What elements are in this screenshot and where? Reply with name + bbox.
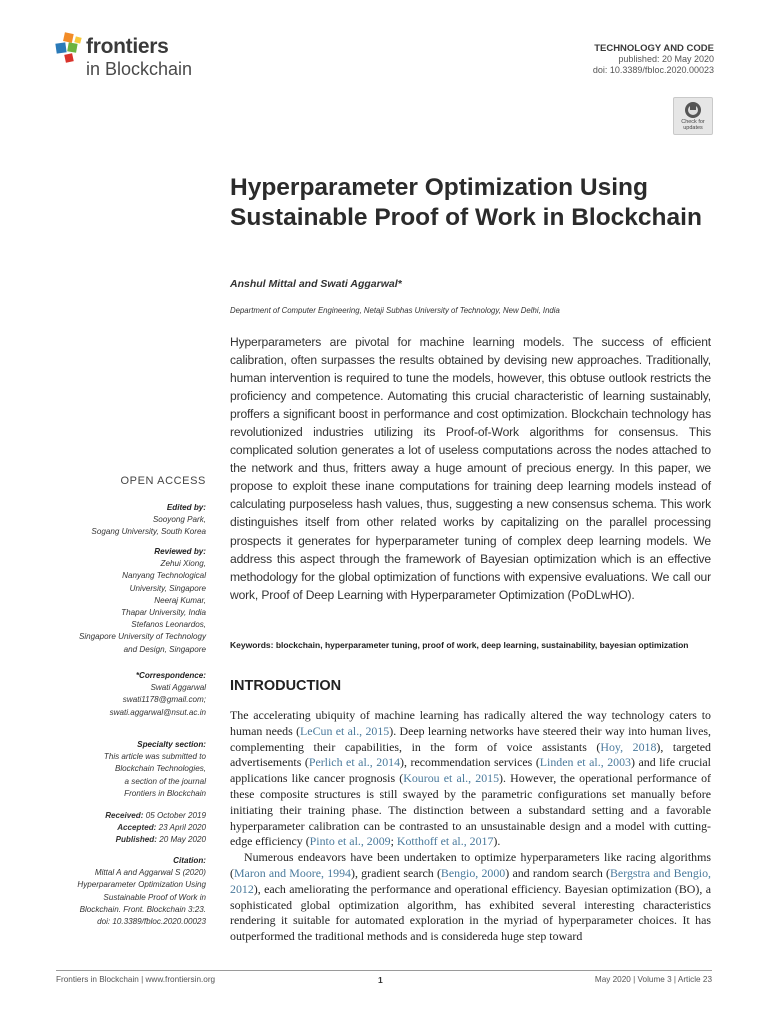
citation-link[interactable]: Hoy, 2018 (600, 739, 657, 754)
citation-link[interactable]: LeCun et al., 2015 (300, 723, 390, 738)
author-affiliation: Department of Computer Engineering, Netaji Subhas University of Technology, New Delhi, India (230, 306, 560, 315)
published-value: 20 May 2020 (159, 835, 206, 845)
reviewer-line: Neeraj Kumar, (154, 595, 206, 605)
text-run: Numerous endeavors have been undertaken to optimize hyperparameters like racing algorithms ( (230, 850, 711, 880)
reviewed-by-block (79, 546, 206, 656)
correspondence-name: Swati Aggarwal (150, 683, 206, 693)
text-run: ), each ameliorating the performance and operational efficiency. Bayesian optimization (BO), a sophisticated global optimization algorithm, has exhibited several interesting characteristics rendering it suitable for automated exploration in the myriad of hyperparameter choices. It has outperformed the traditional methods and is considereda huge step toward (230, 881, 711, 944)
text-run: ). (493, 834, 501, 849)
specialty-line: Frontiers in Blockchain (124, 788, 206, 798)
specialty-section-block (104, 739, 206, 800)
article-authors: Anshul Mittal and Swati Aggarwal* (230, 278, 402, 290)
accepted-date (105, 822, 206, 834)
specialty-line: a section of the journal (124, 776, 206, 786)
text-run: ), recommendation services ( (400, 755, 540, 770)
brand-journal: in Blockchain (86, 59, 193, 79)
frontiers-logo-icon (55, 32, 85, 64)
reviewed-by-label: Reviewed by: (154, 547, 206, 556)
footer-issue-info: May 2020 | Volume 3 | Article 23 (594, 975, 712, 984)
article-section: TECHNOLOGY AND CODE (594, 43, 714, 54)
footer-journal-link[interactable]: Frontiers in Blockchain | www.frontiersin.org (56, 975, 216, 984)
brand-name: frontiers (86, 35, 169, 58)
edited-by-block (91, 502, 206, 539)
correspondence-block (110, 670, 206, 719)
citation-link[interactable]: Bengio, 2000 (440, 865, 506, 880)
reviewer-line: Zehui Xiong, (160, 559, 206, 569)
paragraph-2 (230, 850, 711, 945)
paragraph-1 (230, 708, 711, 850)
page-number: 1 (378, 975, 383, 985)
correspondence-label: *Correspondence: (135, 671, 206, 680)
specialty-label: Specialty section: (137, 740, 206, 749)
accepted-value: 23 April 2020 (158, 823, 206, 833)
check-for-updates-button[interactable] (673, 97, 713, 135)
text-run: ). However, the operational performance of these composite structures is still swayed by the parametric configurations set manually before initiating their training phase. The distinction between a substandard setting and a favorable hyperparameter calibration can be contrasted to an unsustainable design and a model with cutting-edge efficiency ( (230, 771, 711, 849)
footer-divider (56, 970, 712, 971)
citation-line: Mittal A and Aggarwal S (2020) (94, 868, 206, 878)
reviewer-line: University, Singapore (129, 583, 206, 593)
body-text (230, 708, 711, 945)
received-value: 05 October 2019 (145, 811, 206, 820)
received-date (105, 810, 206, 822)
citation-doi[interactable]: doi: 10.3389/fbloc.2020.00023 (97, 917, 206, 927)
text-run: ). Deep learning networks have steered their way into human lives, complementing their capabilities, in the form of voice assistants ( (230, 723, 711, 754)
text-run: ) and life crucial applications like cancer prognosis ( (230, 755, 711, 786)
specialty-line: Blockchain Technologies, (114, 764, 206, 774)
published-label: Published: (115, 835, 157, 845)
check-updates-line2: updates (683, 125, 703, 131)
correspondence-email[interactable]: swati1178@gmail.com; (122, 695, 206, 705)
reviewer-line: and Design, Singapore (123, 644, 206, 654)
reviewer-line: Singapore University of Technology (78, 632, 206, 642)
dates-block (105, 810, 206, 847)
text-run: ) and random search ( (505, 865, 610, 880)
citation-link[interactable]: Perlich et al., 2014 (308, 755, 401, 770)
accepted-label: Accepted: (117, 823, 157, 833)
citation-link[interactable]: Linden et al., 2003 (539, 755, 631, 770)
reviewer-line: Thapar University, India (121, 608, 206, 618)
journal-logo (55, 32, 225, 82)
citation-link[interactable]: Kotthoff et al., 2017 (396, 834, 494, 849)
published-date: published: 20 May 2020 (618, 54, 714, 64)
article-title: Hyperparameter Optimization Using Sustainable Proof of Work in Blockchain (230, 174, 702, 231)
article-header-info (593, 43, 714, 76)
citation-line: Hyperparameter Optimization Using (77, 880, 206, 890)
abstract: Hyperparameters are pivotal for machine learning models. The success of efficient calibration, often surpasses the results obtained by devising new approaches. Traditionally, human intervention is required to tune the models, however, this obtuse outlook restricts the proficiency and competence. Automating this crucial characteristic of learning sustainably, proffers a significant boost in performance and cost optimization. Blockchain technology has revolutionized industries utilizing its Proof-of-Work algorithms for consensus. This complicated solution generates a lot of useless computations across the nodes attached to the network and thus, fritters away a huge amount of precious energy. In this paper, we propose to exploit these inane computations for training deep learning models instead of calculating purposeless hash values, thus, suggesting a new consensus schema. This work distinguishes itself from other related works by capitalizing on the parallel processing prospects it generates for hyperparameter tuning of complex deep learning models. We address this aspect through the framework of Bayesian optimization which is an effective methodology for the global optimization of functions with expensive evaluations. We call our work, Proof of Deep Learning with Hyperparameter Optimization (PoDLwHO). (230, 335, 711, 602)
check-updates-line1: Check for (681, 119, 705, 125)
edited-by-label: Edited by: (166, 503, 206, 512)
citation-line: Sustainable Proof of Work in (103, 892, 206, 902)
text-run: ; (390, 834, 397, 849)
citation-link[interactable]: Bergstra and Bengio, 2012 (230, 865, 712, 896)
text-run: ), targeted advertisements ( (230, 739, 711, 770)
citation-block (77, 855, 206, 928)
published-date-side (105, 834, 206, 846)
editor-line: Sogang University, South Korea (91, 527, 206, 537)
citation-link[interactable]: Pinto et al., 2009 (309, 834, 391, 849)
doi[interactable]: doi: 10.3389/fbloc.2020.00023 (592, 65, 714, 75)
citation-line: Blockchain. Front. Blockchain 3:23. (79, 904, 206, 914)
reviewer-line: Nanyang Technological (122, 571, 206, 581)
correspondence-email[interactable]: swati.aggarwal@nsut.ac.in (109, 707, 206, 717)
text-run: The accelerating ubiquity of machine learning has radically altered the way technology caters to human needs ( (230, 708, 711, 738)
received-label: Received: (105, 811, 144, 820)
check-updates-icon (684, 101, 702, 119)
editor-line: Sooyong Park, (152, 515, 206, 525)
keywords: Keywords: blockchain, hyperparameter tuning, proof of work, deep learning, sustainability, bayesian optimization (230, 640, 689, 650)
specialty-line: This article was submitted to (103, 752, 206, 762)
section-heading-introduction: INTRODUCTION (230, 678, 342, 694)
reviewer-line: Stefanos Leonardos, (131, 620, 206, 630)
text-run: ), gradient search ( (351, 865, 441, 880)
citation-label: Citation: (173, 856, 206, 865)
open-access-label: OPEN ACCESS (120, 475, 206, 487)
citation-link[interactable]: Maron and Moore, 1994 (233, 865, 351, 880)
citation-link[interactable]: Kourou et al., 2015 (403, 771, 500, 786)
